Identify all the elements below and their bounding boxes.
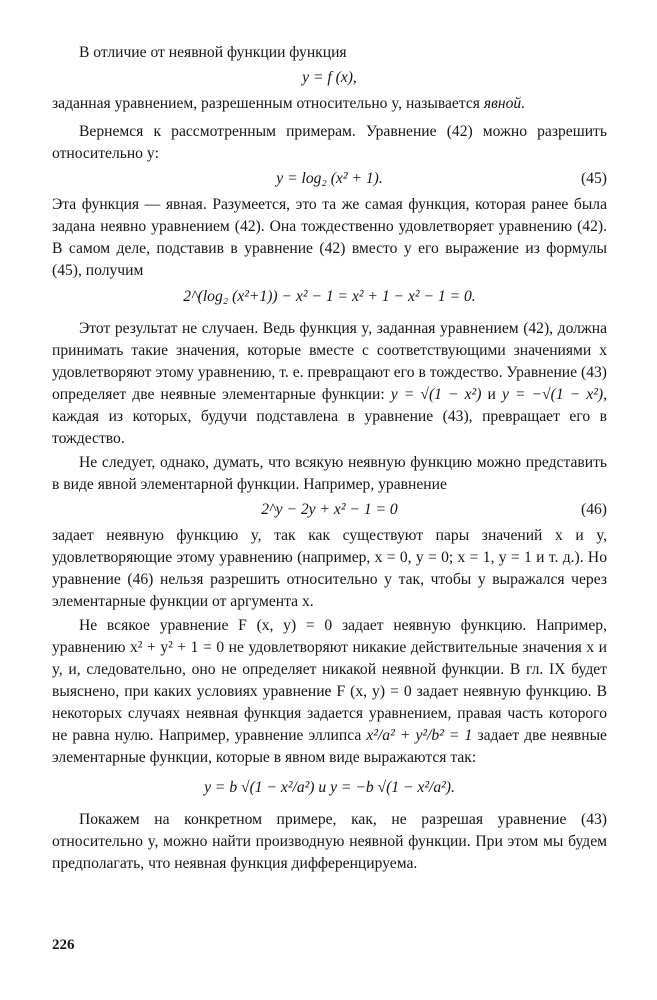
paragraph-3: Эта функция — явная. Разумеется, это та же самая функция, которая ранее была задана неявно уравнением (42). Она тождественно удовлетворяет уравнению (42). В самом деле, подставив в уравнение (42) вместо y его выражение из формулы (45), получим — [52, 196, 607, 279]
function-positive-root: y = √(1 − x²) — [390, 386, 482, 403]
page-number: 226 — [52, 937, 75, 953]
equation-substitution: 2^(log₂ (x²+1)) − x² − 1 = x² + 1 − x² − 1 = 0. — [183, 288, 476, 305]
paragraph-4 — [52, 318, 607, 450]
paragraph-7 — [52, 615, 607, 769]
paragraph-4-text-a: Этот результат не случаен. Ведь функция y, заданная уравнением (42), должна принимать такие значения, которые вместе с соответствующими значениями x удовлетворяют этому уравнению, т. е. превращают его в тождество. Уравнение (43) определяет две неявные элементарные функции: — [52, 320, 607, 403]
paragraph-8: Покажем на конкретном примере, как, не разрешая уравнение (43) относительно y, можно найти производную неявной функции. При этом мы будем предполагать, что неявная функция дифференцируема. — [52, 811, 607, 872]
paragraph-1-lead: В отличие от неявной функции функция — [79, 44, 347, 61]
ellipse-equation: x²/a² + y²/b² = 1 — [366, 727, 473, 744]
paragraph-4-text-b: каждая из которых, будучи подставлена в уравнение (43), превращает его в тождество. — [52, 408, 607, 447]
paragraph-1-text: заданная уравнением, разрешенным относительно y, называется — [52, 95, 480, 112]
equation-45 — [52, 168, 607, 190]
paragraph-7-text-b: задает две неявные элементарные функции, которые в явном виде выражаются так: — [52, 727, 607, 766]
equation-45-body: y = log₂ (x² + 1). — [276, 170, 383, 187]
equation-46 — [52, 499, 607, 521]
paragraph-6: задает неявную функцию y, так как существуют пары значений x и y, удовлетворяющие этому уравнению (например, x = 0, y = 0; x = 1, y = 1 и т. д.). Но уравнение (46) нельзя разрешить относительно y так, чтобы y выражался через элементарные функции от аргумента x. — [52, 527, 607, 610]
paragraph-2: Вернемся к рассмотренным примерам. Уравнение (42) можно разрешить относительно y: — [52, 123, 607, 162]
equation-46-number: (46) — [581, 501, 607, 518]
term-explicit: явной. — [483, 95, 526, 112]
equation-46-body: 2^y − 2y + x² − 1 = 0 — [261, 501, 398, 518]
equation-45-number: (45) — [581, 170, 607, 187]
conjunction-and: и — [487, 386, 496, 403]
function-negative-root: y = −√(1 − x²), — [501, 386, 608, 403]
paragraph-1-continuation — [52, 93, 607, 115]
equation-explicit-function: y = f (x), — [302, 69, 357, 86]
paragraph-5: Не следует, однако, думать, что всякую неявную функцию можно представить в виде явной элементарной функции. Например, уравнение — [52, 454, 607, 493]
paragraph-7-text-a: Не всякое уравнение F (x, y) = 0 задает неявную функцию. Например, уравнению x² + y² + 1 = 0 не удовлетворяют никакие действительные значения x и y, и, следовательно, оно не определяет никакой неявной функции. В гл. IX будет выяснено, при каких условиях уравнение F (x, y) = 0 задает неявную функцию. В некоторых случаях неявная функция задается уравнением, правая часть которого не равна нулю. Например, уравнение эллипса — [52, 617, 607, 744]
equation-ellipse-explicit: y = b √(1 − x²/a²) и y = −b √(1 − x²/a²). — [204, 779, 455, 796]
